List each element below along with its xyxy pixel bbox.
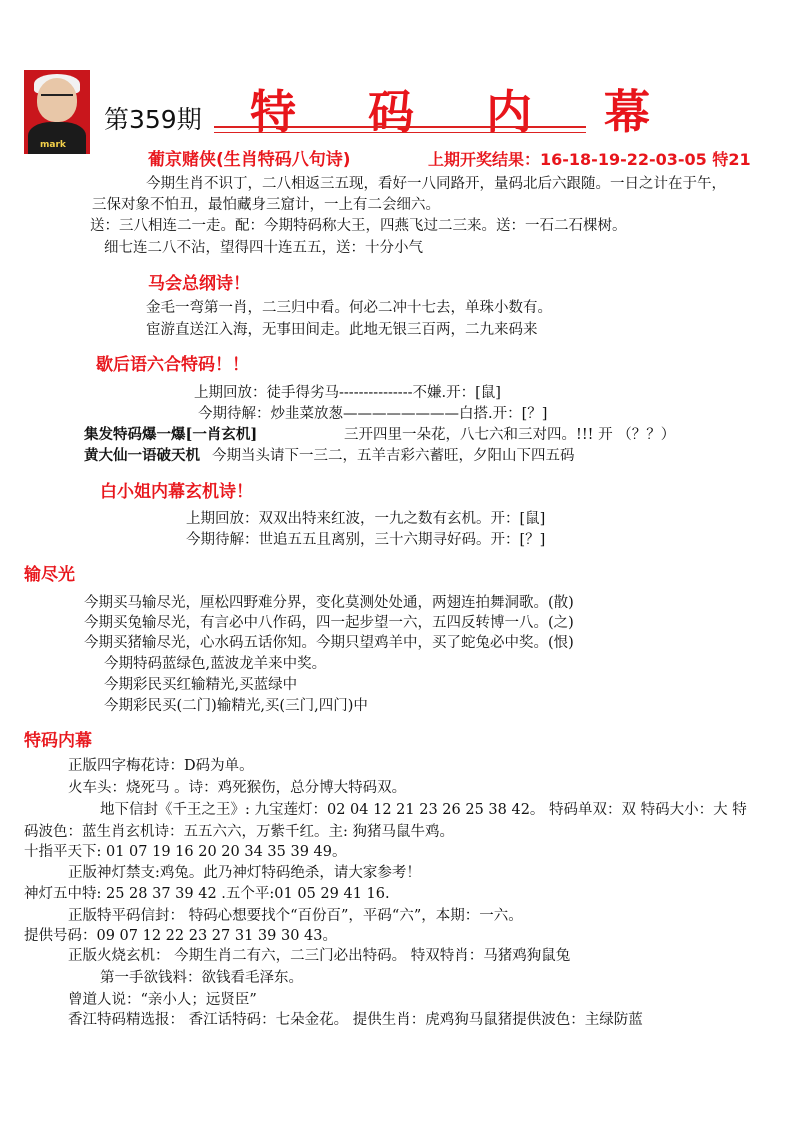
temaneimu-line: 正版火烧玄机： 今期生肖二有六，二三门必出特码。 特双特肖：马猪鸡狗鼠兔: [68, 948, 571, 964]
jifa-label: 集发特码爆一爆[一肖玄机]: [84, 426, 258, 443]
temaneimu-line: 火车头：烧死马 。诗：鸡死猴伤，总分博大特码双。: [68, 780, 407, 796]
section-title-temaneimu: 特码内幕: [24, 731, 92, 751]
temaneimu-line: 正版特平码信封： 特码心想要找个“百份百”，平码“六”，本期：一六。: [68, 908, 523, 924]
temaneimu-line: 曾道人说：“亲小人；远贤臣”: [68, 992, 257, 1008]
avatar: [24, 70, 90, 154]
section-title-mahui: 马会总纲诗！: [148, 274, 250, 294]
loss-line: 今期买马输尽光，厘松四野难分界，变化莫测处处通，两翅连拍舞洞歌。(散): [84, 595, 574, 611]
section-title-xiehouyu: 歇后语六合特码！！: [96, 355, 249, 375]
page-title: 特 码 内 幕: [250, 85, 679, 139]
poem-line: 今期生肖不识丁，二八相返三五现，看好一八同路开，量码北后六跟随。一日之计在于午，: [146, 176, 726, 192]
last-draw-result: 上期开奖结果：16-18-19-22-03-05 特21: [428, 150, 751, 169]
temaneimu-line: 正版神灯禁支:鸡兔。此乃神灯特码绝杀，请大家参考！: [68, 865, 421, 881]
jifa-text: 三开四里一朵花，八七六和三对四。!!! 开 （？？）: [344, 427, 676, 443]
poem-line: 三保对象不怕丑，最怕藏身三窟计，一上有二会细六。: [92, 197, 440, 213]
poem-line: 细七连二八不沾，望得四十连五五，送：十分小气: [104, 240, 423, 256]
temaneimu-line: 提供号码：09 07 12 22 23 27 31 39 30 43。: [24, 928, 337, 944]
xiehouyu-last: 上期回放：徒手得劣马---------------不嫌.开：[鼠]: [194, 385, 501, 401]
temaneimu-line: 正版四字梅花诗：D码为单。: [68, 758, 254, 774]
poem-line: 送：三八相连二一走。配：今期特码称大王，四燕飞过二三来。送：一石二石棵树。: [90, 218, 627, 234]
xiehouyu-this: 今期待解：炒韭菜放葱————————白搭.开：[？]: [198, 406, 548, 422]
section-title-baixiaojie: 白小姐内幕玄机诗！: [100, 482, 253, 502]
mahui-line: 金毛一弯第一肖，二三归中看。何必二冲十七去，单珠小数有。: [146, 300, 552, 316]
huangdaxian-text: 今期当头请下一三二，五羊吉彩六蓄旺，夕阳山下四五码: [212, 448, 575, 464]
baixiaojie-this: 今期待解：世追五五且离别，三十六期寻好码。开：[？]: [186, 532, 546, 548]
temaneimu-line: 地下信封《千王之王》: 九宝莲灯：02 04 12 21 23 26 25 38 42。 特码单双：双 特码大小：大 特: [100, 802, 747, 818]
title-underline-thin: [214, 132, 586, 133]
temaneimu-line: 香江特码精选报： 香江话特码：七朵金花。 提供生肖：虎鸡狗马鼠猪提供波色：主绿防蓝: [68, 1012, 643, 1028]
temaneimu-line: 码波色：蓝生肖玄机诗：五五六六，万紫千红。主: 狗猪马鼠牛鸡。: [24, 824, 454, 840]
section-title-shujinguang: 输尽光: [24, 565, 75, 585]
temaneimu-line: 神灯五中特: 25 28 37 39 42 .五个平:01 05 29 41 16.: [24, 886, 390, 902]
section-title-poem: 葡京赌侠(生肖特码八句诗): [148, 150, 351, 170]
loss-line: 今期买猪输尽光，心水码五话你知。今期只望鸡羊中，买了蛇兔必中奖。(恨): [84, 635, 574, 651]
temaneimu-line: 十指平天下: 01 07 19 16 20 20 34 35 39 49。: [24, 844, 347, 860]
baixiaojie-last: 上期回放：双双出特来红波，一九之数有玄机。开：[鼠]: [186, 511, 546, 527]
mahui-line: 宦游直送江入海，无事田间走。此地无银三百两，二九来码来: [146, 322, 538, 338]
color-line: 今期特码蓝绿色,蓝波龙羊来中奖。: [104, 656, 327, 672]
color-line: 今期彩民买红输精光,买蓝绿中: [104, 677, 298, 693]
title-underline: [214, 126, 586, 128]
huangdaxian-label: 黄大仙一语破天机: [84, 447, 200, 464]
temaneimu-line: 第一手欲钱料：欲钱看毛泽东。: [100, 970, 303, 986]
loss-line: 今期买兔输尽光，有言必中八作码，四一起步望一六，五四反转博一八。(之): [84, 615, 574, 631]
color-line: 今期彩民买(二门)输精光,买(三门,四门)中: [104, 698, 368, 714]
issue-number: 第359期: [104, 105, 202, 134]
avatar-logo: mark: [40, 140, 66, 150]
